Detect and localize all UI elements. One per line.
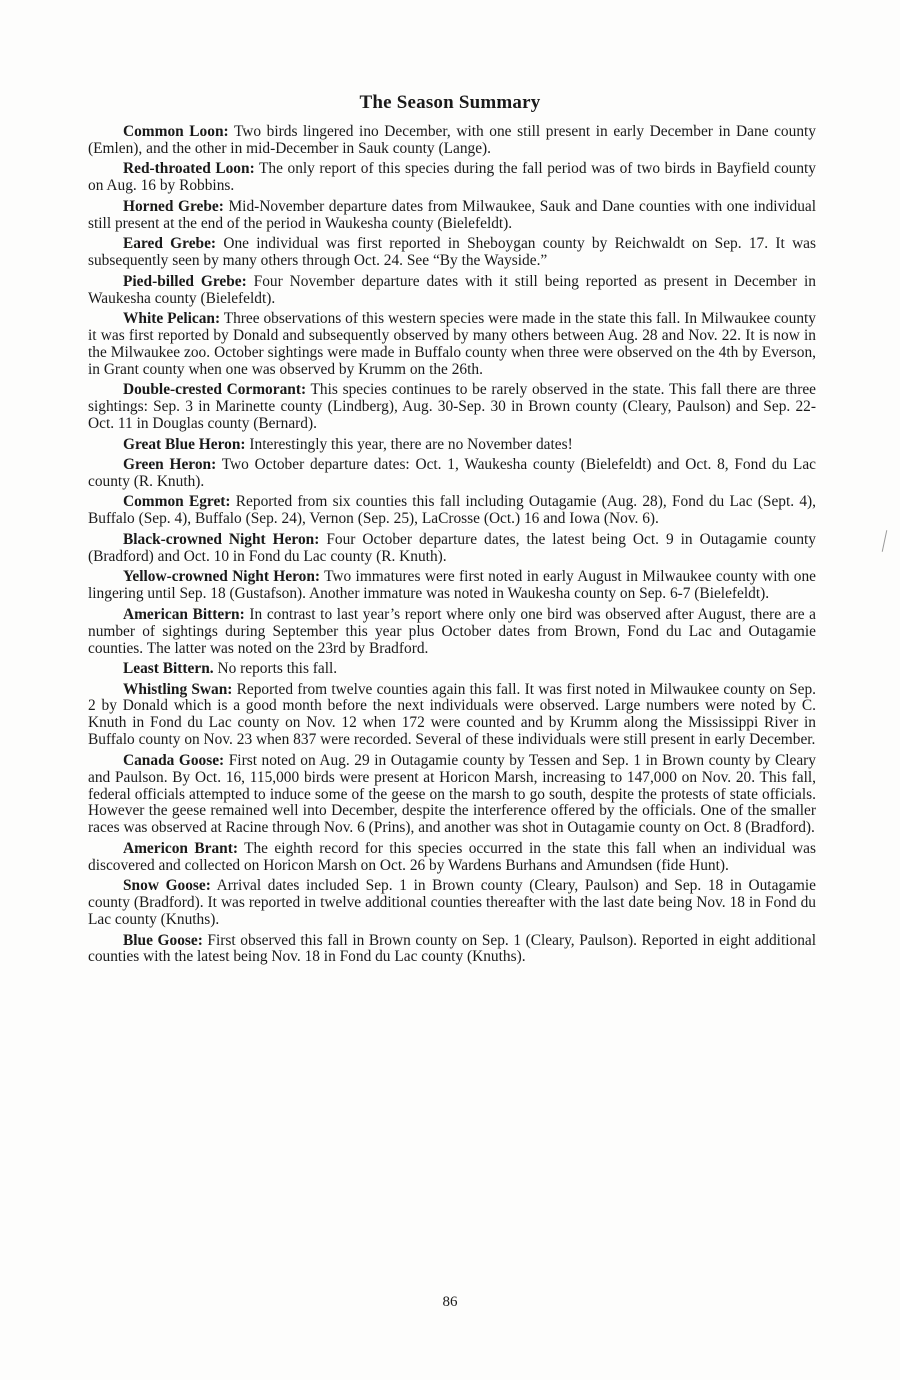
species-name: Black-crowned Night Heron: [123,530,320,548]
species-entry [88,161,816,195]
species-name: Whistling Swan: [123,680,233,698]
species-account-text: This species continues to be rarely observed in the state. This fall there are three sightings: Sep. 3 in Marinette county (Lindberg), Aug. 30-Sep. 30 in Brown county (Cleary, Paulson) and Sep. 22-Oct. 11 in Douglas county (Bernard). [88,381,816,433]
species-account-text: Two birds lingered ino December, with one still present in early December in Dane county (Emlen), and the other in mid-December in Sauk county (Lange). [88,123,816,157]
species-entry [88,457,816,491]
species-name: Green Heron: [123,456,217,474]
species-entry [88,569,816,603]
species-entry [88,753,816,838]
species-account-text: Reported from six counties this fall including Outagamie (Aug. 28), Fond du Lac (Sept. 4), Buffalo (Sep. 4), Buffalo (Sep. 24), Vernon (Sep. 25), LaCrosse (Oct.) 16 and Iowa (Nov. 6). [88,493,816,528]
species-entry [88,382,816,433]
species-name: Common Loon: [123,123,229,140]
species-entry [88,199,816,233]
species-account-text: The only report of this species during the fall period was of two birds in Bayfield county on Aug. 16 by Robbins. [88,160,816,195]
species-name: Pied-billed Grebe: [123,272,247,290]
species-name: Common Egret: [123,493,231,511]
species-account-text: In contrast to last year’s report where only one bird was observed after August, there are a number of sightings during September this year plus October dates from Brown, Fond du Lac and Outagamie counties. The latter was noted on the 23rd by Bradford. [88,605,816,657]
species-account-text: Three observations of this western species were made in the state this fall. In Milwaukee county it was first reported by Donald and subsequently observed by many others between Aug. 28 and Nov. 22. It is now in the Milwaukee zoo. October sightings were made in Buffalo county when three were observed on the 4th by Everson, in Grant county when one was observed by Krumm on the 26th. [88,310,816,378]
species-account-text: First observed this fall in Brown county on Sep. 1 (Cleary, Paulson). Reported in eight additional counties with the latest being Nov. 18 in Fond du Lac county (Knuths). [88,931,816,966]
species-account-text: One individual was first reported in Sheboygan county by Reichwaldt on Sep. 17. It was subsequently seen by many others through Oct. 24. See “By the Wayside.” [88,235,816,270]
species-entry [88,933,816,967]
species-account-text: Arrival dates included Sep. 1 in Brown county (Cleary, Paulson) and Sep. 18 in Outagamie county (Bradford). It was reported in twelve additional counties thereafter with the last date being Nov. 18 in Fond du Lac county (Knuths). [88,877,816,929]
species-account-text: Interestingly this year, there are no November dates! [245,435,573,453]
species-entry [88,274,816,308]
species-account-text: Mid-November departure dates from Milwaukee, Sauk and Dane counties with one individual still present at the end of the period in Waukesha county (Bielefeldt). [88,197,817,232]
species-entry [88,661,816,678]
species-name: White Pelican: [123,310,221,328]
species-account-text: First noted on Aug. 29 in Outagamie county by Tessen and Sep. 1 in Brown county by Cleary and Paulson. By Oct. 16, 115,000 birds were present at Horicon Marsh, increasing to 147,000 on Nov. 20. This fall, federal officials attempted to induce some of the geese on the marsh to go south, despite the protests of state officials. However the geese remained well into December, despite the interference offered by the officials. One of the smaller races was observed at Racine through Nov. 6 (Prins), and another was shot in Outagamie county on Oct. 8 (Bradford). [88,751,816,837]
species-entry [88,124,816,158]
species-name: American Bittern: [123,605,245,623]
species-entry [88,682,816,750]
species-name: Least Bittern. [123,660,214,677]
species-name: Double-crested Cormorant: [123,381,307,399]
margin-pencil-mark [882,530,888,552]
species-name: Blue Goose: [123,931,203,949]
species-name: Red-throated Loon: [123,160,255,178]
species-account-text: Reported from twelve counties again this fall. It was first noted in Milwaukee county on Sep. 2 by Donald which is a good month before the next individuals were observed. Large numbers were noted by C. Knuth in Fond du Lac county on Nov. 12 when 172 were counted and by Krumm along the Mississippi River in Buffalo county on Nov. 23 when 837 were recorded. Several of these individuals were still present in early December. [88,680,816,749]
species-accounts [88,124,816,970]
species-name: Horned Grebe: [123,197,224,215]
species-account-text: Four November departure dates with it still being reported as present in December in Waukesha county (Bielefeldt). [88,272,816,307]
species-name: Snow Goose: [123,877,211,895]
species-entry [88,607,816,658]
species-entry [88,236,816,270]
species-entry [88,437,816,454]
species-account-text: Two immatures were first noted in early August in Milwaukee county with one lingering until Sep. 18 (Gustafson). Another immature was noted in Waukesha county on Sep. 6-7 (Bielefeldt). [88,568,816,603]
species-entry [88,532,816,566]
species-account-text: Two October departure dates: Oct. 1, Waukesha county (Bielefeldt) and Oct. 8, Fond du Lac county (R. Knuth). [88,456,816,490]
species-name: Canada Goose: [123,751,225,769]
species-account-text: The eighth record for this species occurred in the state this fall when an individual was discovered and collected on Horicon Marsh on Oct. 26 by Wardens Burhans and Amundsen (fide Hunt). [88,839,816,874]
species-entry [88,878,816,929]
species-entry [88,494,816,528]
species-name: Yellow-crowned Night Heron: [123,568,321,586]
species-name: Great Blue Heron: [123,435,246,453]
species-account-text: No reports this fall. [213,660,338,677]
species-name: Eared Grebe: [123,235,217,253]
species-entry [88,311,816,379]
page-title: The Season Summary [359,92,541,113]
species-account-text: Four October departure dates, the latest being Oct. 9 in Outagamie county (Bradford) and Oct. 10 in Fond du Lac county (R. Knuth). [88,530,816,565]
species-name: Americon Brant: [123,839,238,857]
species-entry [88,841,816,875]
page-number: 86 [442,1294,458,1310]
